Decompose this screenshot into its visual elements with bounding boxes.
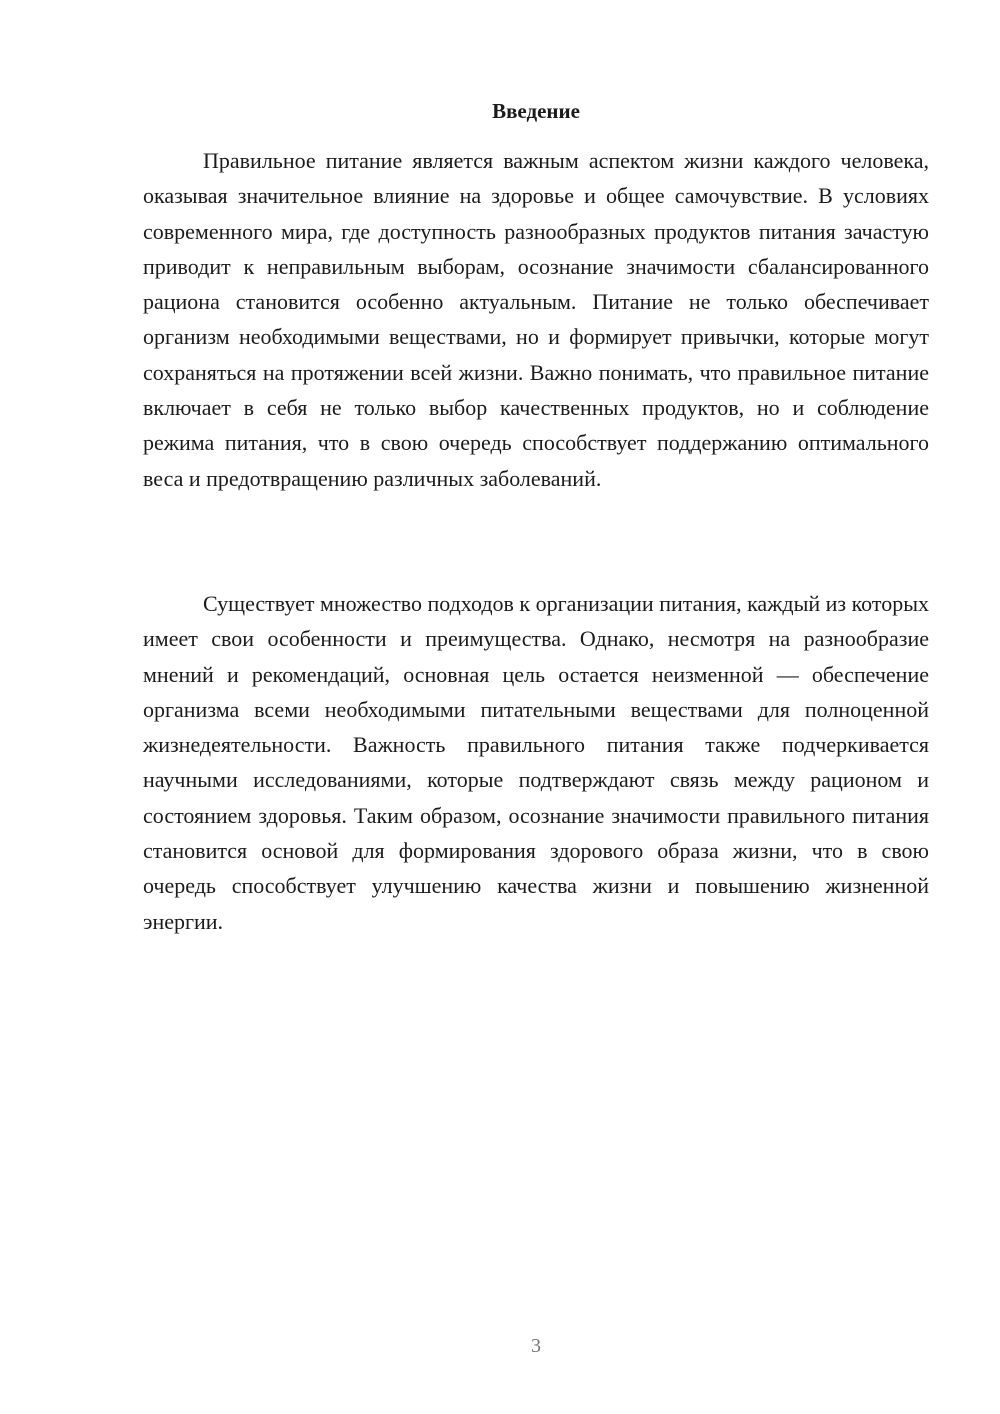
section-title: Введение — [492, 99, 580, 123]
paragraph: Правильное питание является важным аспектом жизни каждого человека, оказывая значительное влияние на здоровье и общее самочувствие. В условиях современного мира, где доступность разнообразных продуктов питания зачастую приводит к неправильным выборам, осознание значимости сбалансированного рациона становится особенно актуальным. Питание не только обеспечивает организм необходимыми веществами, но и формирует привычки, которые могут сохраняться на протяжении всей жизни. Важно понимать, что правильное питание включает в себя не только выбор качественных продуктов, но и соблюдение режима питания, что в свою очередь способствует поддержанию оптимального веса и предотвращению различных заболеваний. — [143, 148, 929, 491]
page-number: 3 — [531, 1335, 541, 1357]
paragraph: Существует множество подходов к организации питания, каждый из которых имеет свои особенности и преимущества. Однако, несмотря на разнообразие мнений и рекомендаций, основная цель остается неизменной — обеспечение организма всеми необходимыми питательными веществами для полноценной жизнедеятельности. Важность правильного питания также подчеркивается научными исследованиями, которые подтверждают связь между рационом и состоянием здоровья. Таким образом, осознание значимости правильного питания становится основой для формирования здорового образа жизни, что в свою очередь способствует улучшению качества жизни и повышению жизненной энергии. — [143, 591, 929, 934]
